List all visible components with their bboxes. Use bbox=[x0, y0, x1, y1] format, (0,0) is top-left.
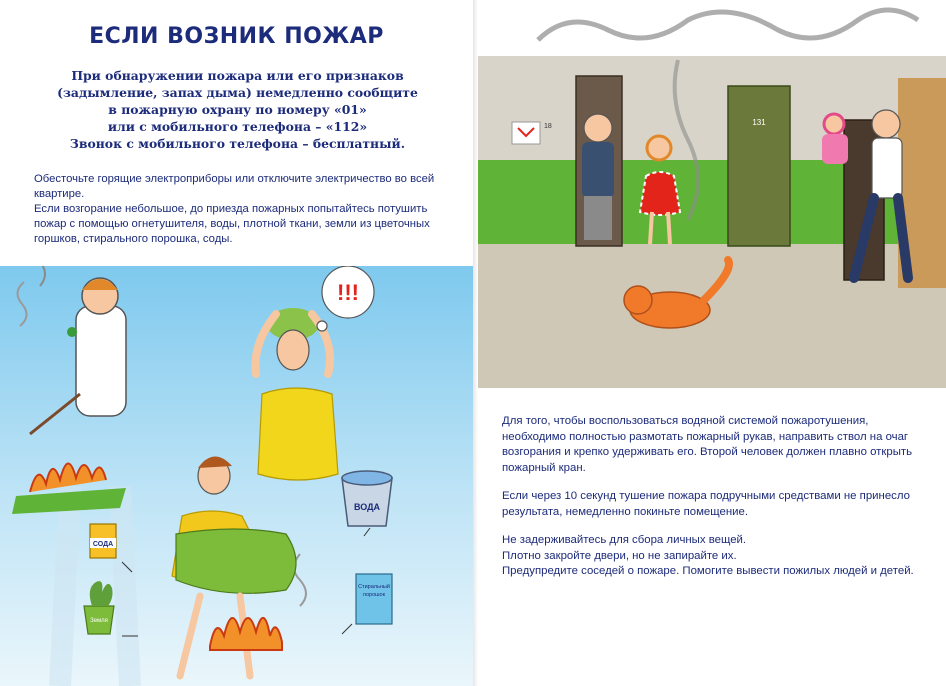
door-number-left: 18 bbox=[544, 123, 552, 130]
paragraph: Если возгорание небольшое, до приезда пожарных попытайтесь потушить пожар с помощью огнетушителя, воды, плотной ткани, земли из цветочных горшков, стирального порошка, соды. bbox=[34, 203, 430, 245]
lead-line: Звонок с мобильного телефона – бесплатный. bbox=[69, 136, 406, 151]
paragraph: Если через 10 секунд тушение пожара подручными средствами не принесло результата, немедленно покиньте помещение. bbox=[502, 490, 910, 518]
powder-label: Стиральный bbox=[358, 584, 390, 590]
exit-sign bbox=[512, 122, 540, 144]
flower-pot bbox=[84, 581, 114, 634]
paragraph: Для того, чтобы воспользоваться водяной системой пожаротушения, необходимо полностью размотать пожарный рукав, направить ствол на очаг возгорания и крепко удерживать его. Второй человек должен плавно открыть пожарный кран. bbox=[502, 415, 913, 474]
lead-line: При обнаружении пожара или его признаков bbox=[71, 68, 404, 83]
elderly-man-figure bbox=[582, 114, 614, 240]
alarm-speech-bubble bbox=[317, 266, 374, 331]
paragraph: Обесточьте горящие электроприборы или отключите электричество во всей квартире. bbox=[34, 173, 435, 200]
floor-flames bbox=[210, 618, 282, 650]
lead-line: в пожарную охрану по номеру «01» bbox=[108, 102, 367, 117]
bucket-label: ВОДА bbox=[353, 502, 381, 512]
water-bucket bbox=[342, 471, 392, 526]
powder-label: порошок bbox=[362, 592, 386, 598]
page-title: ЕСЛИ ВОЗНИК ПОЖАР bbox=[89, 24, 384, 49]
woman-towel-figure bbox=[255, 308, 338, 480]
fire-extinguishing-illustration bbox=[0, 266, 473, 686]
speech-bubble-text: !!! bbox=[337, 280, 359, 305]
room-svg bbox=[478, 0, 946, 388]
door-number-center: 131 bbox=[752, 118, 766, 127]
instructions-text bbox=[502, 414, 932, 580]
smoke-wisp bbox=[17, 282, 26, 326]
pot-label: Земля bbox=[90, 618, 108, 624]
right-page bbox=[478, 0, 946, 686]
soda-label: СОДА bbox=[92, 541, 114, 548]
arrow-icon bbox=[364, 528, 370, 536]
powder-box bbox=[356, 574, 392, 624]
soda-box bbox=[90, 524, 116, 558]
instructions-text bbox=[34, 172, 454, 247]
emergency-call-instructions bbox=[40, 67, 435, 152]
paragraph: Не задерживайтесь для сбора личных вещей. Плотно закройте двери, но не запирайте их. Предупредите соседей о пожаре. Помогите вывести пожилых людей и детей. bbox=[502, 534, 914, 577]
lead-line: (задымление, запах дыма) немедленно сообщите bbox=[57, 85, 418, 100]
lead-line: или с мобильного телефона – «112» bbox=[107, 119, 368, 134]
illustration-svg bbox=[0, 266, 473, 686]
door-center bbox=[728, 86, 790, 246]
smoke-wisp bbox=[35, 266, 45, 286]
arrow-icon bbox=[342, 624, 352, 634]
evacuation-illustration bbox=[478, 0, 946, 388]
